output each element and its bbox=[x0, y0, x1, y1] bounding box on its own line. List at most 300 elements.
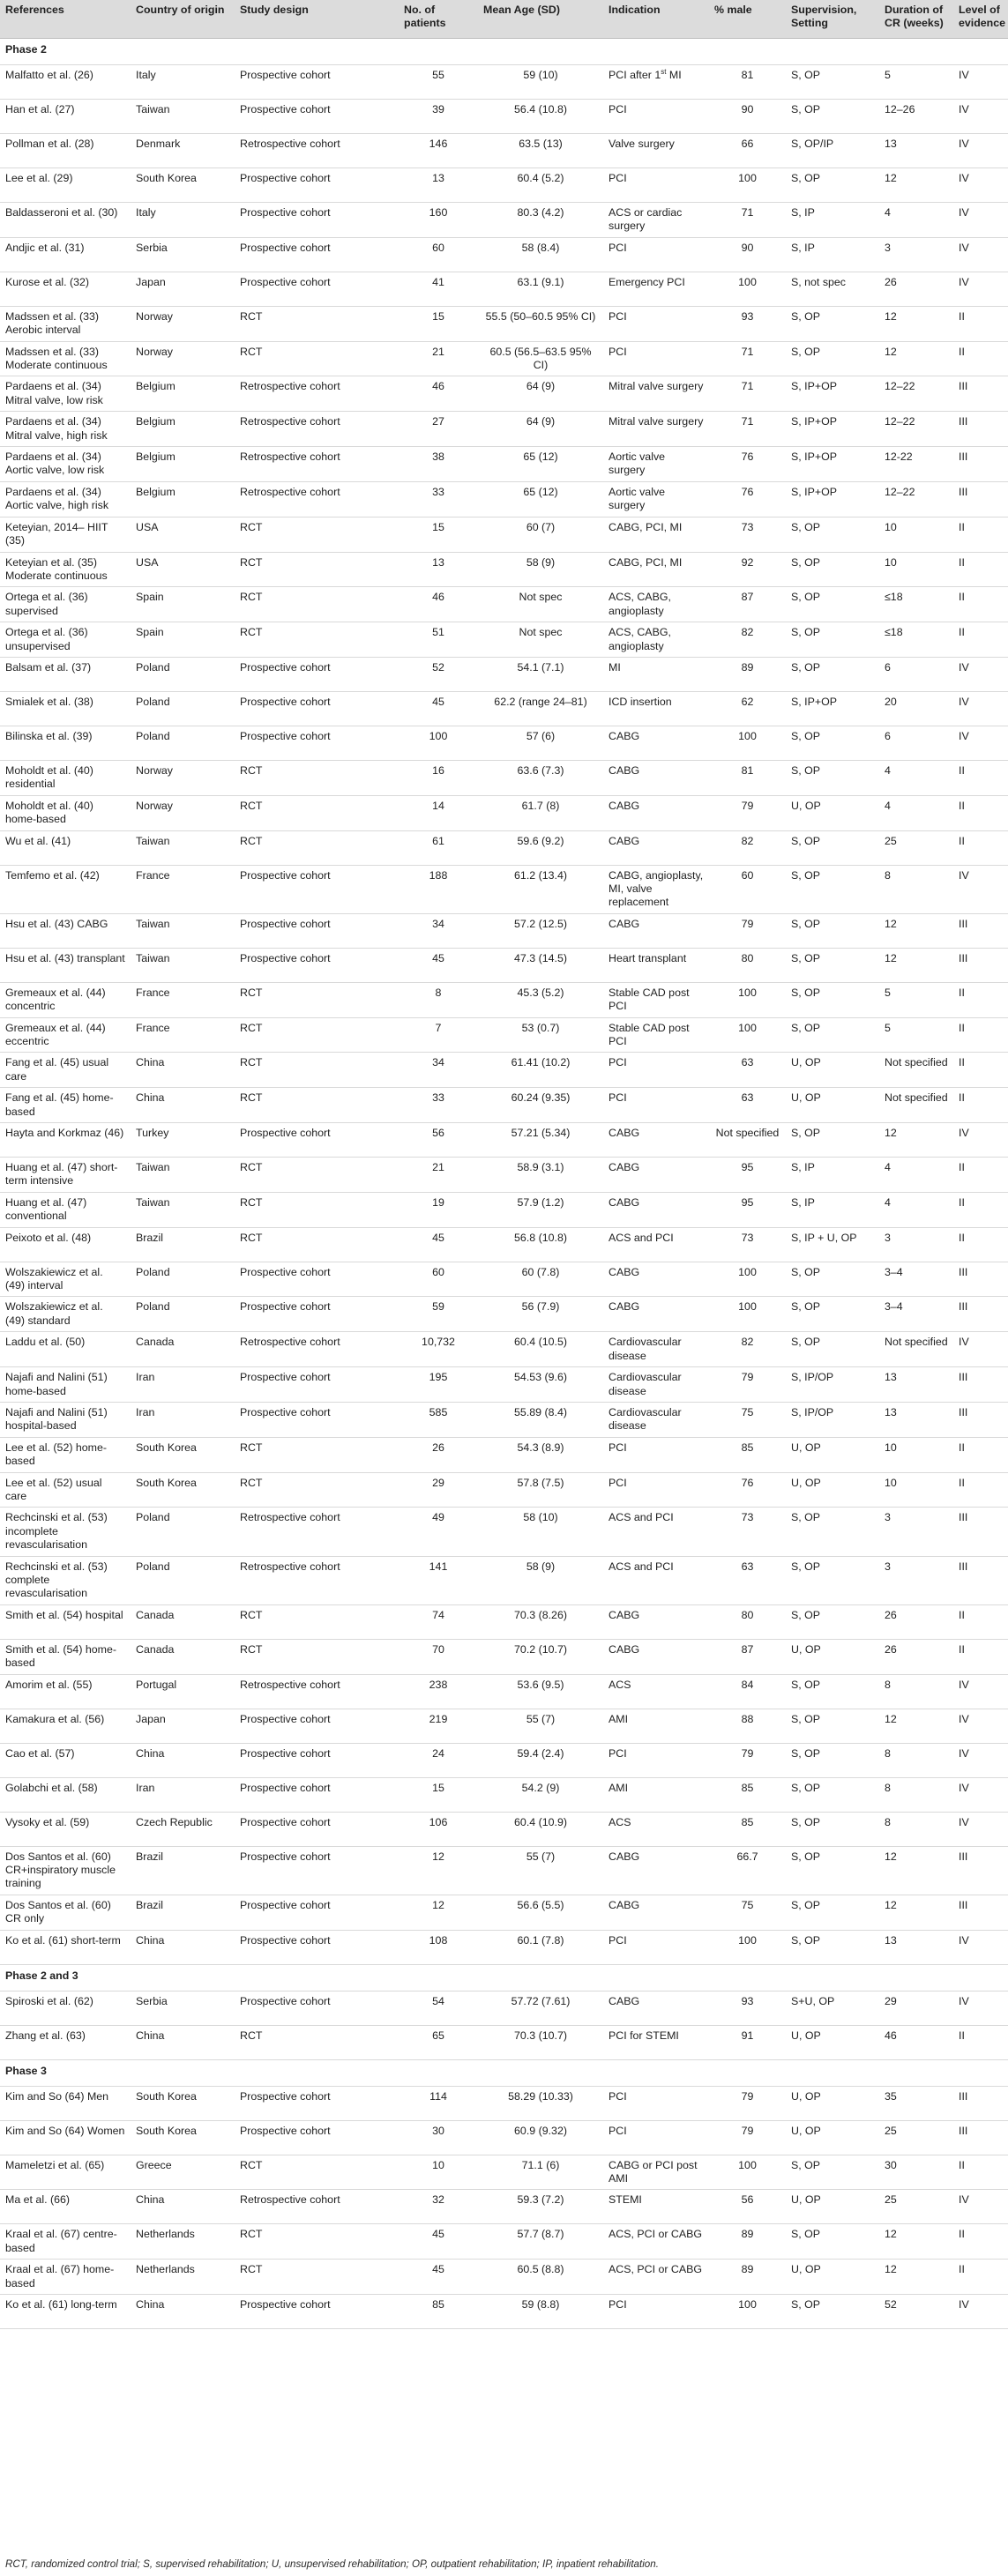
cell-country: Norway bbox=[131, 795, 235, 830]
cell-percent-male: 100 bbox=[709, 168, 786, 203]
cell-patients: 219 bbox=[399, 1709, 478, 1743]
cell-indication: PCI bbox=[603, 2086, 709, 2120]
cell-duration: 12 bbox=[879, 2224, 953, 2260]
cell-supervision: U, OP bbox=[786, 1053, 879, 1088]
cell-reference: Spiroski et al. (62) bbox=[0, 1991, 131, 2025]
cell-percent-male: 82 bbox=[709, 622, 786, 658]
table-row bbox=[0, 587, 1008, 622]
cell-country: Serbia bbox=[131, 1991, 235, 2025]
cell-duration: 52 bbox=[879, 2295, 953, 2329]
cell-duration: ≤18 bbox=[879, 622, 953, 658]
cell-reference: Golabchi et al. (58) bbox=[0, 1777, 131, 1812]
cell-patients: 8 bbox=[399, 982, 478, 1017]
cell-country: Netherlands bbox=[131, 2260, 235, 2295]
cell-mean-age: 80.3 (4.2) bbox=[478, 203, 603, 238]
cell-country: Belgium bbox=[131, 376, 235, 412]
cell-supervision: S, OP bbox=[786, 341, 879, 376]
cell-country: Portugal bbox=[131, 1674, 235, 1709]
table-row bbox=[0, 412, 1008, 447]
cell-patients: 10,732 bbox=[399, 1332, 478, 1367]
cell-country: France bbox=[131, 1017, 235, 1053]
table-row bbox=[0, 1743, 1008, 1777]
cell-mean-age: 60.4 (10.9) bbox=[478, 1812, 603, 1846]
cell-evidence: IV bbox=[953, 1743, 1008, 1777]
cell-mean-age: 54.2 (9) bbox=[478, 1777, 603, 1812]
cell-mean-age: 63.6 (7.3) bbox=[478, 760, 603, 795]
cell-mean-age: 55 (7) bbox=[478, 1709, 603, 1743]
cell-study-design: RCT bbox=[235, 341, 399, 376]
cell-study-design: Prospective cohort bbox=[235, 1367, 399, 1403]
table-row bbox=[0, 1812, 1008, 1846]
cell-mean-age: 60.4 (10.5) bbox=[478, 1332, 603, 1367]
table-row bbox=[0, 622, 1008, 658]
cell-study-design: Prospective cohort bbox=[235, 1262, 399, 1297]
cell-percent-male: 100 bbox=[709, 2155, 786, 2190]
cell-country: Iran bbox=[131, 1367, 235, 1403]
cell-evidence: III bbox=[953, 1367, 1008, 1403]
cell-supervision: S, OP/IP bbox=[786, 134, 879, 168]
cell-study-design: Prospective cohort bbox=[235, 948, 399, 982]
cell-country: Poland bbox=[131, 657, 235, 691]
cell-indication: ACS and PCI bbox=[603, 1556, 709, 1604]
cell-evidence: III bbox=[953, 376, 1008, 412]
cell-supervision: S, OP bbox=[786, 760, 879, 795]
cell-evidence: IV bbox=[953, 2190, 1008, 2224]
cell-evidence: IV bbox=[953, 726, 1008, 760]
cell-reference: Temfemo et al. (42) bbox=[0, 865, 131, 913]
table-row bbox=[0, 1437, 1008, 1472]
cell-percent-male: 71 bbox=[709, 376, 786, 412]
cell-supervision: S, OP bbox=[786, 1812, 879, 1846]
cell-indication: CABG bbox=[603, 1158, 709, 1193]
cell-study-design: Retrospective cohort bbox=[235, 2190, 399, 2224]
cell-percent-male: 91 bbox=[709, 2025, 786, 2059]
cell-country: China bbox=[131, 2190, 235, 2224]
cell-reference: Pardaens et al. (34) Aortic valve, high risk bbox=[0, 481, 131, 517]
cell-study-design: Prospective cohort bbox=[235, 1123, 399, 1158]
cell-country: Norway bbox=[131, 341, 235, 376]
header-duration: Duration of CR (weeks) bbox=[879, 0, 953, 39]
table-row bbox=[0, 1297, 1008, 1332]
cell-reference: Mameletzi et al. (65) bbox=[0, 2155, 131, 2190]
cell-patients: 56 bbox=[399, 1123, 478, 1158]
cell-country: South Korea bbox=[131, 1472, 235, 1508]
cell-patients: 21 bbox=[399, 1158, 478, 1193]
cell-study-design: Prospective cohort bbox=[235, 691, 399, 726]
cell-mean-age: 60.24 (9.35) bbox=[478, 1088, 603, 1123]
table-row bbox=[0, 830, 1008, 865]
cell-percent-male: 100 bbox=[709, 1262, 786, 1297]
table-row bbox=[0, 1508, 1008, 1556]
cell-supervision: S, OP bbox=[786, 587, 879, 622]
cell-country: Taiwan bbox=[131, 1192, 235, 1227]
cell-patients: 12 bbox=[399, 1846, 478, 1895]
cell-mean-age: 70.2 (10.7) bbox=[478, 1639, 603, 1674]
cell-reference: Madssen et al. (33) Moderate continuous bbox=[0, 341, 131, 376]
cell-supervision: U, OP bbox=[786, 2086, 879, 2120]
cell-reference: Amorim et al. (55) bbox=[0, 1674, 131, 1709]
cell-indication: ACS bbox=[603, 1812, 709, 1846]
cell-patients: 65 bbox=[399, 2025, 478, 2059]
header-row bbox=[0, 0, 1008, 39]
cell-duration: 26 bbox=[879, 1639, 953, 1674]
cell-indication: ACS, PCI or CABG bbox=[603, 2260, 709, 2295]
cell-reference: Ortega et al. (36) unsupervised bbox=[0, 622, 131, 658]
table-row bbox=[0, 1262, 1008, 1297]
cell-evidence: III bbox=[953, 2120, 1008, 2155]
cell-supervision: S, OP bbox=[786, 622, 879, 658]
cell-percent-male: 89 bbox=[709, 2224, 786, 2260]
cell-indication: ACS, CABG, angioplasty bbox=[603, 587, 709, 622]
cell-country: France bbox=[131, 865, 235, 913]
table-row bbox=[0, 1846, 1008, 1895]
cell-mean-age: 61.41 (10.2) bbox=[478, 1053, 603, 1088]
cell-duration: 12 bbox=[879, 1846, 953, 1895]
cell-study-design: RCT bbox=[235, 587, 399, 622]
cell-study-design: Prospective cohort bbox=[235, 1895, 399, 1930]
cell-mean-age: 65 (12) bbox=[478, 481, 603, 517]
cell-indication: ACS or cardiac surgery bbox=[603, 203, 709, 238]
header-study-design: Study design bbox=[235, 0, 399, 39]
cell-indication: CABG bbox=[603, 795, 709, 830]
cell-duration: ≤18 bbox=[879, 587, 953, 622]
cell-reference: Zhang et al. (63) bbox=[0, 2025, 131, 2059]
cell-patients: 30 bbox=[399, 2120, 478, 2155]
cell-study-design: RCT bbox=[235, 1158, 399, 1193]
table-row bbox=[0, 726, 1008, 760]
table-row bbox=[0, 306, 1008, 341]
cell-patients: 26 bbox=[399, 1437, 478, 1472]
cell-supervision: S, OP bbox=[786, 1556, 879, 1604]
cell-country: Iran bbox=[131, 1777, 235, 1812]
cell-country: Poland bbox=[131, 726, 235, 760]
cell-duration: 35 bbox=[879, 2086, 953, 2120]
cell-patients: 38 bbox=[399, 447, 478, 482]
cell-supervision: U, OP bbox=[786, 2190, 879, 2224]
cell-supervision: S, OP bbox=[786, 1508, 879, 1556]
cell-percent-male: 75 bbox=[709, 1402, 786, 1437]
cell-study-design: RCT bbox=[235, 1192, 399, 1227]
cell-mean-age: 57.72 (7.61) bbox=[478, 1991, 603, 2025]
cell-percent-male: 100 bbox=[709, 1297, 786, 1332]
cell-mean-age: 59 (10) bbox=[478, 65, 603, 100]
cell-supervision: S, OP bbox=[786, 1017, 879, 1053]
cell-mean-age: 58 (10) bbox=[478, 1508, 603, 1556]
cell-evidence: III bbox=[953, 1556, 1008, 1604]
cell-study-design: Retrospective cohort bbox=[235, 1332, 399, 1367]
cell-reference: Baldasseroni et al. (30) bbox=[0, 203, 131, 238]
cell-indication: CABG bbox=[603, 1262, 709, 1297]
cell-patients: 59 bbox=[399, 1297, 478, 1332]
table-body bbox=[0, 39, 1008, 2329]
cell-indication: PCI bbox=[603, 1437, 709, 1472]
cell-duration: 12 bbox=[879, 168, 953, 203]
cell-indication: Cardiovascular disease bbox=[603, 1402, 709, 1437]
cell-reference: Pardaens et al. (34) Aortic valve, low risk bbox=[0, 447, 131, 482]
cell-supervision: S, OP bbox=[786, 1895, 879, 1930]
cell-patients: 10 bbox=[399, 2155, 478, 2190]
table-footnote: RCT, randomized control trial; S, supervised rehabilitation; U, unsupervised rehabilitation; OP, outpatient rehabilitation; IP, inpatient rehabilitation. bbox=[5, 2558, 659, 2570]
cell-supervision: S, OP bbox=[786, 1743, 879, 1777]
cell-indication: CABG, angioplasty, MI, valve replacement bbox=[603, 865, 709, 913]
cell-indication: CABG bbox=[603, 913, 709, 948]
cell-percent-male: 63 bbox=[709, 1556, 786, 1604]
cell-study-design: Retrospective cohort bbox=[235, 1674, 399, 1709]
cell-reference: Hayta and Korkmaz (46) bbox=[0, 1123, 131, 1158]
cell-reference: Smith et al. (54) home-based bbox=[0, 1639, 131, 1674]
cell-percent-male: 84 bbox=[709, 1674, 786, 1709]
cell-reference: Dos Santos et al. (60) CR+inspiratory muscle training bbox=[0, 1846, 131, 1895]
cell-study-design: Prospective cohort bbox=[235, 1777, 399, 1812]
cell-mean-age: 59.6 (9.2) bbox=[478, 830, 603, 865]
cell-country: Turkey bbox=[131, 1123, 235, 1158]
cell-study-design: Retrospective cohort bbox=[235, 447, 399, 482]
cell-mean-age: 53 (0.7) bbox=[478, 1017, 603, 1053]
cell-evidence: II bbox=[953, 760, 1008, 795]
cell-study-design: Retrospective cohort bbox=[235, 412, 399, 447]
cell-duration: 25 bbox=[879, 830, 953, 865]
cell-duration: 10 bbox=[879, 1472, 953, 1508]
table-row bbox=[0, 1123, 1008, 1158]
cell-duration: 12–22 bbox=[879, 376, 953, 412]
cell-patients: 74 bbox=[399, 1604, 478, 1639]
table-row bbox=[0, 2224, 1008, 2260]
cell-duration: 5 bbox=[879, 1017, 953, 1053]
cell-patients: 33 bbox=[399, 481, 478, 517]
cell-supervision: U, OP bbox=[786, 1437, 879, 1472]
cell-percent-male: 75 bbox=[709, 1895, 786, 1930]
cell-country: China bbox=[131, 2295, 235, 2329]
cell-duration: 12 bbox=[879, 341, 953, 376]
cell-percent-male: 89 bbox=[709, 657, 786, 691]
cell-percent-male: 79 bbox=[709, 913, 786, 948]
cell-country: Norway bbox=[131, 306, 235, 341]
cell-evidence: II bbox=[953, 1158, 1008, 1193]
cell-duration: 4 bbox=[879, 203, 953, 238]
cell-indication: AMI bbox=[603, 1777, 709, 1812]
cell-mean-age: 65 (12) bbox=[478, 447, 603, 482]
cell-evidence: IV bbox=[953, 203, 1008, 238]
cell-reference: Laddu et al. (50) bbox=[0, 1332, 131, 1367]
cell-mean-age: 61.7 (8) bbox=[478, 795, 603, 830]
cell-evidence: III bbox=[953, 1402, 1008, 1437]
cell-evidence: III bbox=[953, 1508, 1008, 1556]
cell-study-design: Retrospective cohort bbox=[235, 1508, 399, 1556]
cell-reference: Pardaens et al. (34) Mitral valve, low risk bbox=[0, 376, 131, 412]
cell-country: USA bbox=[131, 517, 235, 552]
cell-supervision: S, IP+OP bbox=[786, 447, 879, 482]
cell-study-design: Prospective cohort bbox=[235, 1991, 399, 2025]
cell-indication: AMI bbox=[603, 1709, 709, 1743]
cell-supervision: U, OP bbox=[786, 1472, 879, 1508]
cell-country: Brazil bbox=[131, 1895, 235, 1930]
cell-mean-age: 63.1 (9.1) bbox=[478, 272, 603, 306]
cell-study-design: RCT bbox=[235, 2155, 399, 2190]
cell-reference: Andjic et al. (31) bbox=[0, 237, 131, 272]
cell-supervision: S, OP bbox=[786, 1709, 879, 1743]
table-row bbox=[0, 795, 1008, 830]
cell-indication: Stable CAD post PCI bbox=[603, 1017, 709, 1053]
cell-supervision: S, OP bbox=[786, 726, 879, 760]
cell-country: Taiwan bbox=[131, 913, 235, 948]
cell-supervision: S, OP bbox=[786, 1604, 879, 1639]
phase-row bbox=[0, 1964, 1008, 1991]
cell-supervision: S, IP+OP bbox=[786, 691, 879, 726]
cell-percent-male: Not specified bbox=[709, 1123, 786, 1158]
cell-patients: 55 bbox=[399, 65, 478, 100]
cell-duration: 12 bbox=[879, 306, 953, 341]
cell-mean-age: 56.4 (10.8) bbox=[478, 100, 603, 134]
cell-patients: 24 bbox=[399, 1743, 478, 1777]
cell-supervision: S, IP/OP bbox=[786, 1402, 879, 1437]
cell-patients: 14 bbox=[399, 795, 478, 830]
cell-percent-male: 71 bbox=[709, 341, 786, 376]
cell-patients: 188 bbox=[399, 865, 478, 913]
cell-country: Serbia bbox=[131, 237, 235, 272]
cell-patients: 15 bbox=[399, 306, 478, 341]
cell-supervision: U, OP bbox=[786, 2120, 879, 2155]
cell-duration: 26 bbox=[879, 1604, 953, 1639]
cell-mean-age: Not spec bbox=[478, 622, 603, 658]
cell-evidence: II bbox=[953, 2025, 1008, 2059]
cell-evidence: II bbox=[953, 1472, 1008, 1508]
cell-evidence: IV bbox=[953, 65, 1008, 100]
cell-evidence: II bbox=[953, 1437, 1008, 1472]
cell-reference: Keteyian, 2014– HIIT (35) bbox=[0, 517, 131, 552]
cell-indication: ICD insertion bbox=[603, 691, 709, 726]
cell-duration: 8 bbox=[879, 1812, 953, 1846]
cell-indication: CABG bbox=[603, 1895, 709, 1930]
cell-percent-male: 79 bbox=[709, 1367, 786, 1403]
cell-patients: 108 bbox=[399, 1930, 478, 1964]
cell-evidence: II bbox=[953, 1192, 1008, 1227]
cell-evidence: IV bbox=[953, 1991, 1008, 2025]
cell-patients: 85 bbox=[399, 2295, 478, 2329]
cell-reference: Kraal et al. (67) home-based bbox=[0, 2260, 131, 2295]
table-row bbox=[0, 1053, 1008, 1088]
header-percent-male: % male bbox=[709, 0, 786, 39]
cell-country: Denmark bbox=[131, 134, 235, 168]
cell-study-design: Prospective cohort bbox=[235, 726, 399, 760]
cell-evidence: II bbox=[953, 1604, 1008, 1639]
cell-study-design: RCT bbox=[235, 517, 399, 552]
cell-duration: 26 bbox=[879, 272, 953, 306]
cell-reference: Lee et al. (52) usual care bbox=[0, 1472, 131, 1508]
cell-study-design: Prospective cohort bbox=[235, 1297, 399, 1332]
cell-country: Canada bbox=[131, 1604, 235, 1639]
cell-mean-age: 57.7 (8.7) bbox=[478, 2224, 603, 2260]
cell-study-design: Prospective cohort bbox=[235, 1812, 399, 1846]
cell-country: Taiwan bbox=[131, 100, 235, 134]
cell-reference: Moholdt et al. (40) residential bbox=[0, 760, 131, 795]
cell-duration: 5 bbox=[879, 65, 953, 100]
cell-study-design: RCT bbox=[235, 552, 399, 587]
table-row bbox=[0, 552, 1008, 587]
cell-percent-male: 73 bbox=[709, 1227, 786, 1262]
table-row bbox=[0, 2120, 1008, 2155]
cell-duration: 10 bbox=[879, 552, 953, 587]
cell-duration: 8 bbox=[879, 1743, 953, 1777]
cell-duration: Not specified bbox=[879, 1053, 953, 1088]
cell-indication: ACS and PCI bbox=[603, 1227, 709, 1262]
cell-mean-age: 71.1 (6) bbox=[478, 2155, 603, 2190]
cell-supervision: S, IP+OP bbox=[786, 481, 879, 517]
cell-indication: PCI for STEMI bbox=[603, 2025, 709, 2059]
phase-label: Phase 2 and 3 bbox=[0, 1964, 1008, 1991]
cell-supervision: S+U, OP bbox=[786, 1991, 879, 2025]
cell-patients: 70 bbox=[399, 1639, 478, 1674]
table-row bbox=[0, 913, 1008, 948]
cell-evidence: II bbox=[953, 1053, 1008, 1088]
cell-country: South Korea bbox=[131, 2120, 235, 2155]
cell-duration: 6 bbox=[879, 657, 953, 691]
cell-indication: CABG, PCI, MI bbox=[603, 552, 709, 587]
cell-indication: CABG bbox=[603, 726, 709, 760]
cell-patients: 585 bbox=[399, 1402, 478, 1437]
table-row bbox=[0, 865, 1008, 913]
cell-country: Brazil bbox=[131, 1227, 235, 1262]
cell-reference: Pollman et al. (28) bbox=[0, 134, 131, 168]
cell-supervision: S, OP bbox=[786, 1777, 879, 1812]
cell-percent-male: 100 bbox=[709, 982, 786, 1017]
cell-duration: 10 bbox=[879, 1437, 953, 1472]
cell-mean-age: 57.2 (12.5) bbox=[478, 913, 603, 948]
cell-reference: Lee et al. (29) bbox=[0, 168, 131, 203]
table-row bbox=[0, 982, 1008, 1017]
cell-evidence: IV bbox=[953, 272, 1008, 306]
cell-duration: 46 bbox=[879, 2025, 953, 2059]
cell-country: Poland bbox=[131, 1262, 235, 1297]
cell-mean-age: 61.2 (13.4) bbox=[478, 865, 603, 913]
cell-duration: 8 bbox=[879, 865, 953, 913]
table-row bbox=[0, 1158, 1008, 1193]
cell-evidence: II bbox=[953, 1227, 1008, 1262]
cell-percent-male: 66.7 bbox=[709, 1846, 786, 1895]
cell-mean-age: 70.3 (8.26) bbox=[478, 1604, 603, 1639]
table-row bbox=[0, 481, 1008, 517]
cell-country: Taiwan bbox=[131, 830, 235, 865]
cell-percent-male: 90 bbox=[709, 100, 786, 134]
cell-mean-age: 57.21 (5.34) bbox=[478, 1123, 603, 1158]
cell-duration: 3 bbox=[879, 1227, 953, 1262]
cell-study-design: Retrospective cohort bbox=[235, 376, 399, 412]
cell-patients: 45 bbox=[399, 948, 478, 982]
cell-country: Italy bbox=[131, 203, 235, 238]
cell-reference: Kim and So (64) Women bbox=[0, 2120, 131, 2155]
table-row bbox=[0, 2086, 1008, 2120]
cell-duration: 13 bbox=[879, 1402, 953, 1437]
cell-indication: Cardiovascular disease bbox=[603, 1332, 709, 1367]
cell-duration: 30 bbox=[879, 2155, 953, 2190]
cell-study-design: RCT bbox=[235, 2224, 399, 2260]
cell-patients: 49 bbox=[399, 1508, 478, 1556]
cell-supervision: S, IP bbox=[786, 1192, 879, 1227]
cell-percent-male: 56 bbox=[709, 2190, 786, 2224]
cell-patients: 13 bbox=[399, 552, 478, 587]
cell-percent-male: 79 bbox=[709, 1743, 786, 1777]
cell-percent-male: 85 bbox=[709, 1812, 786, 1846]
cell-duration: 12–22 bbox=[879, 412, 953, 447]
cell-mean-age: 57.8 (7.5) bbox=[478, 1472, 603, 1508]
cell-duration: 8 bbox=[879, 1674, 953, 1709]
table-row bbox=[0, 1991, 1008, 2025]
cell-evidence: II bbox=[953, 2224, 1008, 2260]
cell-supervision: S, IP+OP bbox=[786, 412, 879, 447]
cell-supervision: S, OP bbox=[786, 865, 879, 913]
cell-country: Japan bbox=[131, 1709, 235, 1743]
cell-reference: Kamakura et al. (56) bbox=[0, 1709, 131, 1743]
cell-evidence: II bbox=[953, 306, 1008, 341]
